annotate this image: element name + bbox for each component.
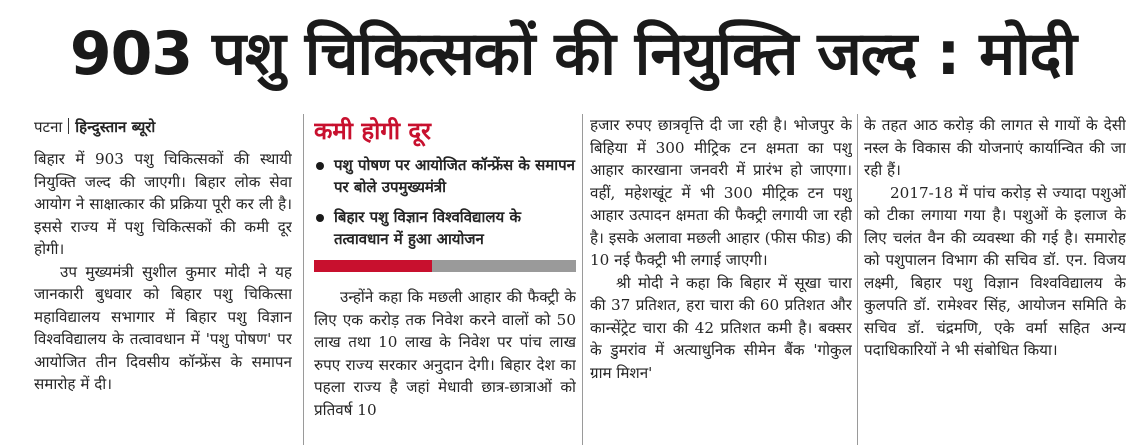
headline: 903 पशु चिकित्सकों की नियुक्ति जल्द : मोदी	[69, 19, 1077, 89]
sidebar-title: कमी होगी दूर	[314, 117, 431, 145]
sidebar-box	[314, 114, 576, 272]
sidebar-bullet	[314, 154, 576, 198]
article-column-3	[590, 114, 852, 445]
paragraph: उन्होंने कहा कि मछली आहार की फैक्ट्री के लिए एक करोड़ तक निवेश करने वालों को 50 लाख तथा 10 लाख के निवेश पर पांच लाख रुपए राज्य सरकार अनुदान देगी। बिहार देश का पहला राज्य है जहां मेधावी छात्र-छात्राओं को प्रतिवर्ष 10	[314, 288, 576, 419]
paragraph: 2017-18 में पांच करोड़ से ज्यादा पशुओं को टीका लगाया गया है। पशुओं के इलाज के लिए चलंत वैन की व्यवस्था की गई है। समारोह को पशुपालन विभाग की सचिव डॉ. एन. विजय लक्ष्मी, बिहार पशु विज्ञान विश्वविद्यालय के कुलपति डॉ. रामेश्वर सिंह, आयोजन समिति के सचिव डॉ. चंद्रमणि, एके वर्मा सहित अन्य पदाधिकारियों ने भी संबोधित किया।	[864, 183, 1126, 359]
sidebar-rule	[314, 260, 576, 272]
sidebar-bullet-text: पशु पोषण पर आयोजित कॉन्फ्रेंस के समापन पर बोले उपमुख्यमंत्री	[334, 156, 576, 196]
bullet-icon	[316, 162, 324, 170]
sidebar-bullet	[314, 206, 576, 250]
dateline-bureau: हिन्दुस्तान ब्यूरो	[75, 118, 156, 136]
article-column-4	[864, 114, 1126, 445]
paragraph: श्री मोदी ने कहा कि बिहार में सूखा चारा की 37 प्रतिशत, हरा चारा की 60 प्रतिशत और कान्सेंट्रेट चारा की 42 प्रतिशत कमी है। बक्सर के डुमरांव में अत्याधुनिक सीमेन बैंक 'गोकुल ग्राम मिशन'	[590, 273, 852, 382]
paragraph: हजार रुपए छात्रवृत्ति दी जा रही है। भोजपुर के बिहिया में 300 मीट्रिक टन क्षमता का पशु आहार कारखाना जनवरी में प्रारंभ हो जाएगा। वहीं, महेशखूंट में भी 300 मीट्रिक टन पशु आहार उत्पादन क्षमता की फैक्ट्री लगायी जा रही है। इसके अलावा मछली आहार (फीस फीड) की 10 नई फैक्ट्री भी लगाई जाएगी।	[590, 116, 852, 269]
dateline	[34, 114, 292, 140]
dateline-separator	[68, 118, 69, 134]
bullet-icon	[316, 214, 324, 222]
paragraph: के तहत आठ करोड़ की लागत से गायों के देसी नस्ल के विकास की योजनाएं कार्यान्वित की जा रही हैं।	[864, 116, 1126, 179]
column-divider	[303, 114, 304, 445]
sidebar-bullets	[314, 154, 576, 250]
column-divider	[582, 114, 583, 445]
article-column-2	[314, 114, 576, 445]
column-divider	[857, 114, 858, 445]
sidebar-bullet-text: बिहार पशु विज्ञान विश्वविद्यालय के तत्वावधान में हुआ आयोजन	[334, 208, 521, 248]
paragraph: उप मुख्यमंत्री सुशील कुमार मोदी ने यह जानकारी बुधवार को बिहार पशु चिकित्सा महाविद्यालय सभागार में बिहार पशु विज्ञान विश्वविद्यालय के तत्वावधान में 'पशु पोषण' पर आयोजित तीन दिवसीय कॉन्फ्रेंस के समापन समारोह में दी।	[34, 262, 292, 393]
article-column-1	[34, 114, 292, 445]
dateline-city: पटना	[34, 118, 63, 136]
paragraph: बिहार में 903 पशु चिकित्सकों की स्थायी नियुक्ति जल्द की जाएगी। बिहार लोक सेवा आयोग ने साक्षात्कार की प्रक्रिया पूरी कर ली है। इससे राज्य में पशु चिकित्सकों की कमी दूर होगी।	[34, 150, 292, 258]
